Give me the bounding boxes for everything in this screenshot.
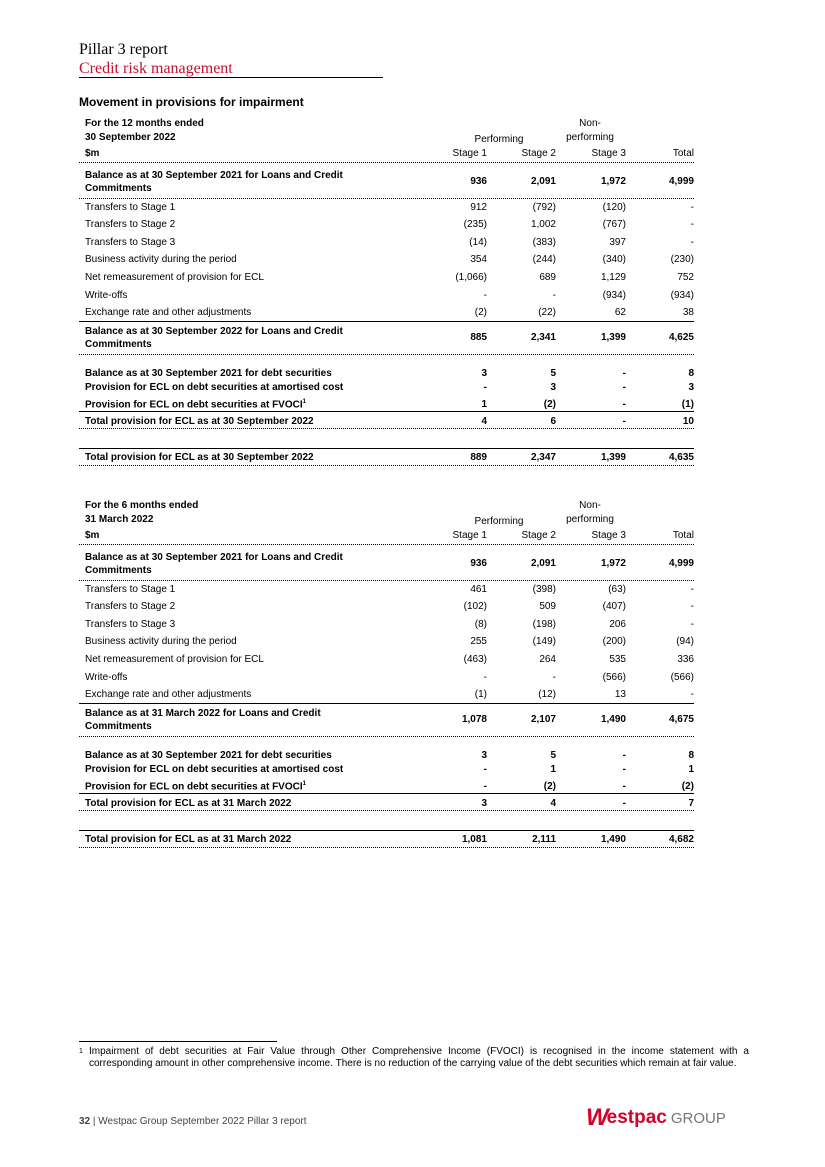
row-label-cont: Commitments — [85, 183, 152, 194]
row-label — [85, 272, 264, 283]
row-label-text: Total provision for ECL as at 31 March 2022 — [85, 798, 292, 809]
cell-c3: 1,972 — [600, 176, 626, 187]
cell-c3: (63) — [608, 584, 626, 595]
footnote-text: Impairment of debt securities at Fair Value through Other Comprehensive Income (FVOCI) is recognised in the income statement with a corresponding amount in other comprehensive income. There is no reduction of the carrying value of the debt securities which remain at fair value. — [89, 1046, 749, 1069]
cell-c4: (566) — [670, 672, 694, 683]
column-header-stage-1: Stage 1 — [452, 530, 487, 541]
row-label-text: Write-offs — [85, 672, 128, 683]
cell-c3: (566) — [602, 672, 626, 683]
cell-c2: 2,111 — [532, 834, 556, 845]
cell-c1: (8) — [474, 619, 487, 630]
column-header-stage-3: Stage 3 — [591, 148, 626, 159]
cell-c1: 461 — [470, 584, 487, 595]
row-label: Balance as at 30 September 2021 for Loans and Credit — [85, 552, 343, 563]
row-label — [85, 307, 251, 318]
cell-c4: - — [690, 237, 694, 248]
cell-c1: 3 — [481, 798, 487, 809]
row-label-text: Transfers to Stage 1 — [85, 584, 176, 595]
cell-c3: (407) — [602, 601, 626, 612]
cell-c3: (340) — [602, 254, 626, 265]
cell-c2: (198) — [532, 619, 556, 630]
cell-c4: 1 — [688, 764, 694, 775]
cell-c2: 2,347 — [530, 452, 556, 463]
row-label — [85, 654, 264, 665]
cell-c4: - — [690, 202, 694, 213]
row-label-cont: Commitments — [85, 565, 152, 576]
cell-c1: (2) — [474, 307, 487, 318]
row-label-text: Exchange rate and other adjustments — [85, 307, 252, 318]
row-label — [85, 399, 306, 410]
cell-c2: - — [552, 290, 556, 301]
row-label — [85, 619, 175, 630]
row-label: Balance as at 30 September 2021 for Loans and Credit — [85, 170, 343, 181]
cell-c2: (12) — [538, 689, 556, 700]
row-label — [85, 290, 127, 301]
row-label-text: Provision for ECL on debt securities at FVOCI — [85, 781, 303, 793]
cell-c3: - — [622, 382, 626, 393]
rule — [79, 847, 694, 848]
cell-c3: - — [622, 368, 626, 379]
cell-c3: 62 — [614, 307, 626, 318]
rule — [79, 580, 694, 581]
cell-c4: (230) — [670, 254, 694, 265]
cell-c2: (792) — [532, 202, 556, 213]
cell-c1: 4 — [481, 416, 487, 427]
row-label-text: Transfers to Stage 2 — [85, 601, 176, 612]
cell-c3: 13 — [614, 689, 626, 700]
unit-label: $m — [85, 530, 100, 541]
cell-c4: (2) — [681, 781, 694, 792]
cell-c4: 4,635 — [668, 452, 694, 463]
cell-c1: - — [483, 382, 487, 393]
row-label — [85, 368, 332, 379]
row-label-text: Write-offs — [85, 290, 128, 301]
cell-c3: (200) — [602, 636, 626, 647]
westpac-group-logo — [586, 1105, 726, 1131]
row-label — [85, 672, 127, 683]
cell-c4: 7 — [688, 798, 694, 809]
cell-c4: - — [690, 219, 694, 230]
logo-group: GROUP — [670, 1109, 726, 1127]
non-label: Non- — [579, 500, 601, 511]
cell-c4: 4,675 — [668, 714, 694, 725]
performing-sub-label: performing — [566, 514, 614, 525]
cell-c2: 689 — [539, 272, 556, 283]
report-title: Pillar 3 report — [79, 41, 168, 58]
rule — [79, 448, 694, 449]
non-label: Non- — [579, 118, 601, 129]
cell-c2: 5 — [550, 750, 556, 761]
cell-c2: (398) — [532, 584, 556, 595]
row-label-text: Net remeasurement of provision for ECL — [85, 272, 264, 283]
footnote — [79, 1046, 749, 1070]
footnote-ref: 1 — [302, 399, 306, 405]
cell-c1: 1,081 — [461, 834, 487, 845]
cell-c1: - — [483, 764, 487, 775]
cell-c3: 1,399 — [600, 332, 626, 343]
cell-c1: (463) — [463, 654, 487, 665]
column-header-stage-3: Stage 3 — [591, 530, 626, 541]
cell-c2: 4 — [550, 798, 556, 809]
cell-c2: (149) — [532, 636, 556, 647]
cell-c4: 8 — [688, 750, 694, 761]
row-label — [85, 636, 237, 647]
row-label — [85, 416, 314, 427]
performing-label: Performing — [474, 134, 524, 145]
cell-c4: 4,999 — [668, 176, 694, 187]
row-label-text: Business activity during the period — [85, 254, 237, 265]
rule — [79, 354, 694, 355]
cell-c4: - — [690, 584, 694, 595]
column-header-stage-2: Stage 2 — [521, 530, 556, 541]
footnote-ref: 1 — [302, 781, 306, 787]
footer-text: Westpac Group September 2022 Pillar 3 report — [98, 1116, 307, 1127]
rule — [79, 198, 694, 199]
rule — [79, 736, 694, 737]
row-label-text: Transfers to Stage 1 — [85, 202, 176, 213]
cell-c4: 38 — [682, 307, 694, 318]
unit-label: $m — [85, 148, 100, 159]
cell-c2: 2,341 — [530, 332, 556, 343]
row-label — [85, 750, 332, 761]
cell-c3: - — [622, 798, 626, 809]
cell-c4: (94) — [676, 636, 694, 647]
row-label-text: Provision for ECL on debt securities at FVOCI — [85, 399, 303, 411]
footnote-number: 1 — [79, 1048, 83, 1055]
logo-mark: W — [586, 1104, 606, 1131]
row-label-text: Balance as at 30 September 2021 for debt securities — [85, 750, 332, 761]
cell-c1: (235) — [463, 219, 487, 230]
cell-c3: (767) — [602, 219, 626, 230]
rule — [79, 411, 694, 412]
cell-c3: 1,490 — [600, 714, 626, 725]
cell-c4: 4,999 — [668, 558, 694, 569]
cell-c2: 1,002 — [530, 219, 556, 230]
row-label — [85, 237, 175, 248]
cell-c1: 936 — [470, 176, 487, 187]
row-label — [85, 452, 314, 463]
performing-label: Performing — [474, 516, 524, 527]
cell-c1: (102) — [463, 601, 487, 612]
cell-c2: (22) — [538, 307, 556, 318]
row-label-text: Business activity during the period — [85, 636, 237, 647]
report-section: Credit risk management — [79, 60, 233, 77]
cell-c2: (2) — [543, 399, 556, 410]
row-label — [85, 219, 175, 230]
cell-c1: - — [483, 672, 487, 683]
cell-c3: - — [622, 416, 626, 427]
row-label — [85, 601, 175, 612]
page-number: 32 — [79, 1116, 91, 1127]
row-label: Balance as at 31 March 2022 for Loans and Credit — [85, 708, 321, 719]
section-title: Movement in provisions for impairment — [79, 95, 304, 109]
cell-c1: 936 — [470, 558, 487, 569]
rule — [79, 465, 694, 466]
cell-c2: (244) — [532, 254, 556, 265]
row-label: Balance as at 30 September 2022 for Loans and Credit — [85, 326, 343, 337]
row-label-cont: Commitments — [85, 721, 152, 732]
rule — [79, 810, 694, 811]
cell-c4: - — [690, 619, 694, 630]
row-label — [85, 798, 291, 809]
cell-c3: 535 — [609, 654, 626, 665]
row-label — [85, 781, 306, 792]
cell-c1: 1 — [481, 399, 487, 410]
performing-sub-label: performing — [566, 132, 614, 143]
cell-c1: 3 — [481, 368, 487, 379]
footnote-rule — [79, 1041, 277, 1042]
cell-c2: 2,091 — [530, 176, 556, 187]
row-label-text: Total provision for ECL as at 30 September 2022 — [85, 416, 314, 427]
row-label-text: Transfers to Stage 2 — [85, 219, 176, 230]
row-label — [85, 834, 291, 845]
row-label-text: Total provision for ECL as at 31 March 2022 — [85, 834, 292, 845]
page-footer — [79, 1116, 307, 1127]
row-label — [85, 254, 237, 265]
cell-c3: - — [622, 781, 626, 792]
cell-c1: 354 — [470, 254, 487, 265]
cell-c1: (1) — [474, 689, 487, 700]
row-label-text: Transfers to Stage 3 — [85, 237, 176, 248]
header-rule — [79, 544, 694, 545]
rule — [79, 830, 694, 831]
cell-c3: 1,129 — [600, 272, 626, 283]
cell-c2: 509 — [539, 601, 556, 612]
cell-c4: 8 — [688, 368, 694, 379]
row-label — [85, 584, 175, 595]
period-date: 30 September 2022 — [85, 132, 176, 143]
rule — [79, 321, 694, 322]
rule — [79, 428, 694, 429]
row-label-text: Provision for ECL on debt securities at amortised cost — [85, 382, 344, 393]
cell-c4: (934) — [670, 290, 694, 301]
row-label — [85, 764, 343, 775]
cell-c4: 752 — [677, 272, 694, 283]
footer-separator: | — [90, 1116, 99, 1127]
cell-c1: (14) — [469, 237, 487, 248]
cell-c2: (2) — [543, 781, 556, 792]
row-label-text: Transfers to Stage 3 — [85, 619, 176, 630]
cell-c2: 2,107 — [530, 714, 556, 725]
period-label: For the 6 months ended — [85, 500, 199, 511]
cell-c3: 1,972 — [600, 558, 626, 569]
cell-c3: - — [622, 750, 626, 761]
row-label-text: Net remeasurement of provision for ECL — [85, 654, 264, 665]
cell-c2: (383) — [532, 237, 556, 248]
cell-c1: 255 — [470, 636, 487, 647]
rule — [79, 793, 694, 794]
cell-c2: 1 — [550, 764, 556, 775]
row-label-text: Exchange rate and other adjustments — [85, 689, 252, 700]
cell-c3: 1,399 — [600, 452, 626, 463]
cell-c1: - — [483, 781, 487, 792]
cell-c4: - — [690, 601, 694, 612]
cell-c3: (120) — [602, 202, 626, 213]
rule — [79, 703, 694, 704]
cell-c3: 1,490 — [600, 834, 626, 845]
cell-c4: 4,682 — [668, 834, 694, 845]
row-label — [85, 382, 343, 393]
logo-name: estpac — [606, 1107, 667, 1128]
cell-c2: - — [552, 672, 556, 683]
period-label: For the 12 months ended — [85, 118, 204, 129]
cell-c3: 397 — [609, 237, 626, 248]
row-label — [85, 202, 175, 213]
period-date: 31 March 2022 — [85, 514, 154, 525]
cell-c1: 889 — [470, 452, 487, 463]
cell-c1: 1,078 — [461, 714, 487, 725]
row-label-text: Balance as at 30 September 2021 for debt securities — [85, 368, 332, 379]
cell-c4: 10 — [682, 416, 694, 427]
column-header-total: Total — [672, 148, 694, 159]
cell-c4: 336 — [677, 654, 694, 665]
cell-c2: 3 — [550, 382, 556, 393]
cell-c2: 6 — [550, 416, 556, 427]
cell-c1: 3 — [481, 750, 487, 761]
cell-c4: (1) — [681, 399, 694, 410]
cell-c4: 3 — [688, 382, 694, 393]
row-label-text: Provision for ECL on debt securities at amortised cost — [85, 764, 344, 775]
header-rule — [79, 162, 694, 163]
cell-c1: (1,066) — [455, 272, 487, 283]
cell-c3: 206 — [609, 619, 626, 630]
column-header-stage-2: Stage 2 — [521, 148, 556, 159]
row-label-cont: Commitments — [85, 339, 152, 350]
column-header-stage-1: Stage 1 — [452, 148, 487, 159]
row-label-text: Total provision for ECL as at 30 September 2022 — [85, 452, 314, 463]
cell-c4: 4,625 — [668, 332, 694, 343]
cell-c3: - — [622, 399, 626, 410]
cell-c3: - — [622, 764, 626, 775]
cell-c1: 912 — [470, 202, 487, 213]
cell-c2: 5 — [550, 368, 556, 379]
cell-c2: 264 — [539, 654, 556, 665]
cell-c3: (934) — [602, 290, 626, 301]
cell-c4: - — [690, 689, 694, 700]
cell-c1: - — [483, 290, 487, 301]
header-rule — [79, 77, 383, 78]
cell-c1: 885 — [470, 332, 487, 343]
cell-c2: 2,091 — [530, 558, 556, 569]
row-label — [85, 689, 251, 700]
column-header-total: Total — [672, 530, 694, 541]
